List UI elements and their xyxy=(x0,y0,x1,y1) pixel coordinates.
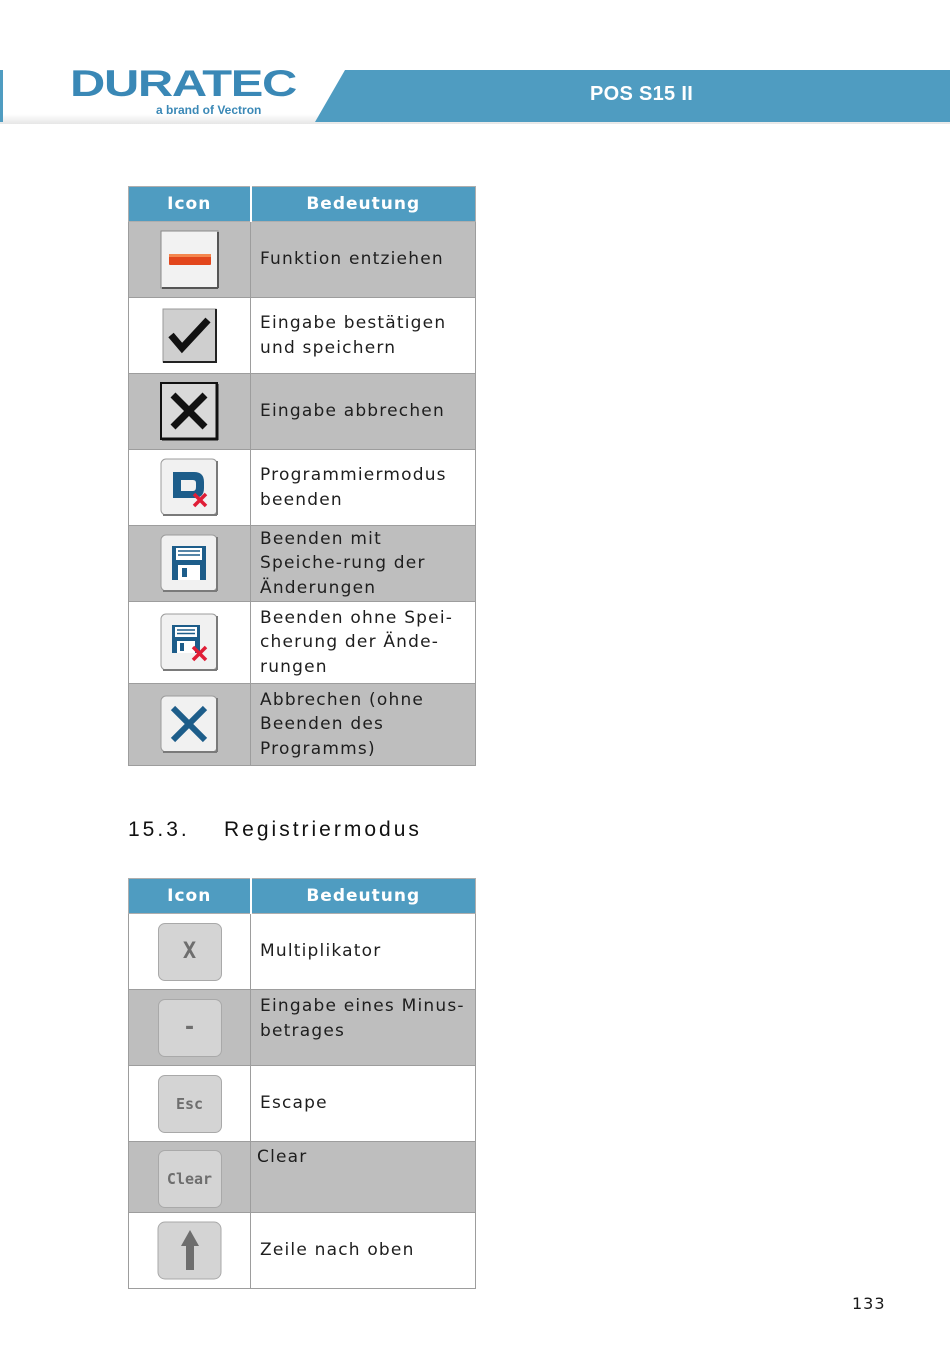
table-header-row xyxy=(129,879,476,914)
table-row xyxy=(129,1142,476,1213)
programming-icons-table xyxy=(128,186,476,766)
table-row xyxy=(129,526,476,602)
table-row xyxy=(129,1066,476,1142)
floppy-discard-icon xyxy=(160,613,220,673)
minus-bar-icon xyxy=(160,230,220,290)
minus-key-icon: - xyxy=(158,999,222,1057)
meaning-text: Eingabe abbrechen xyxy=(251,374,476,450)
column-header-meaning: Bedeutung xyxy=(251,879,476,914)
table-row xyxy=(129,914,476,990)
column-header-meaning: Bedeutung xyxy=(251,187,476,222)
meaning-text: Funktion entziehen xyxy=(251,222,476,298)
meaning-text: Eingabe eines Minus-betrages xyxy=(251,990,476,1066)
section-title: Registriermodus xyxy=(224,818,422,841)
table-row xyxy=(129,374,476,450)
blue-x-icon xyxy=(160,695,220,755)
meaning-text: Clear xyxy=(251,1142,476,1213)
page-number: 133 xyxy=(852,1294,886,1313)
column-header-icon: Icon xyxy=(129,879,251,914)
table-row xyxy=(129,298,476,374)
table-row xyxy=(129,602,476,684)
table-header-row xyxy=(129,187,476,222)
escape-key-icon: Esc xyxy=(158,1075,222,1133)
x-cancel-icon xyxy=(160,382,220,442)
meaning-text: Escape xyxy=(251,1066,476,1142)
meaning-text: Multiplikator xyxy=(251,914,476,990)
section-number: 15.3. xyxy=(128,818,190,841)
meaning-text: Eingabe bestätigen und speichern xyxy=(251,298,476,374)
section-heading xyxy=(128,818,422,842)
arrow-up-icon xyxy=(157,1221,223,1281)
checkmark-icon xyxy=(162,308,218,364)
meaning-text: Beenden ohne Spei-cherung der Ände-rungen xyxy=(251,602,476,684)
save-floppy-icon xyxy=(160,534,220,594)
multiplier-key-icon: X xyxy=(158,923,222,981)
meaning-text: Beenden mit Speiche-rung der Änderungen xyxy=(251,526,476,602)
duratec-logo xyxy=(70,66,300,102)
clear-key-icon: Clear xyxy=(158,1150,222,1208)
table-row xyxy=(129,990,476,1066)
column-header-icon: Icon xyxy=(129,187,251,222)
table-row xyxy=(129,222,476,298)
meaning-text: Abbrechen (ohne Beenden des Programms) xyxy=(251,684,476,766)
brand-tagline: a brand of Vectron xyxy=(156,103,262,117)
table-row xyxy=(129,1213,476,1289)
register-mode-table xyxy=(128,878,476,1289)
header-edge-accent xyxy=(0,70,3,122)
table-row xyxy=(129,684,476,766)
table-row xyxy=(129,450,476,526)
logo-wordmark: DURATEC xyxy=(70,66,297,102)
meaning-text: Programmiermodus beenden xyxy=(251,450,476,526)
exit-program-icon xyxy=(160,458,220,518)
product-title: POS S15 II xyxy=(590,83,694,105)
meaning-text: Zeile nach oben xyxy=(251,1213,476,1289)
